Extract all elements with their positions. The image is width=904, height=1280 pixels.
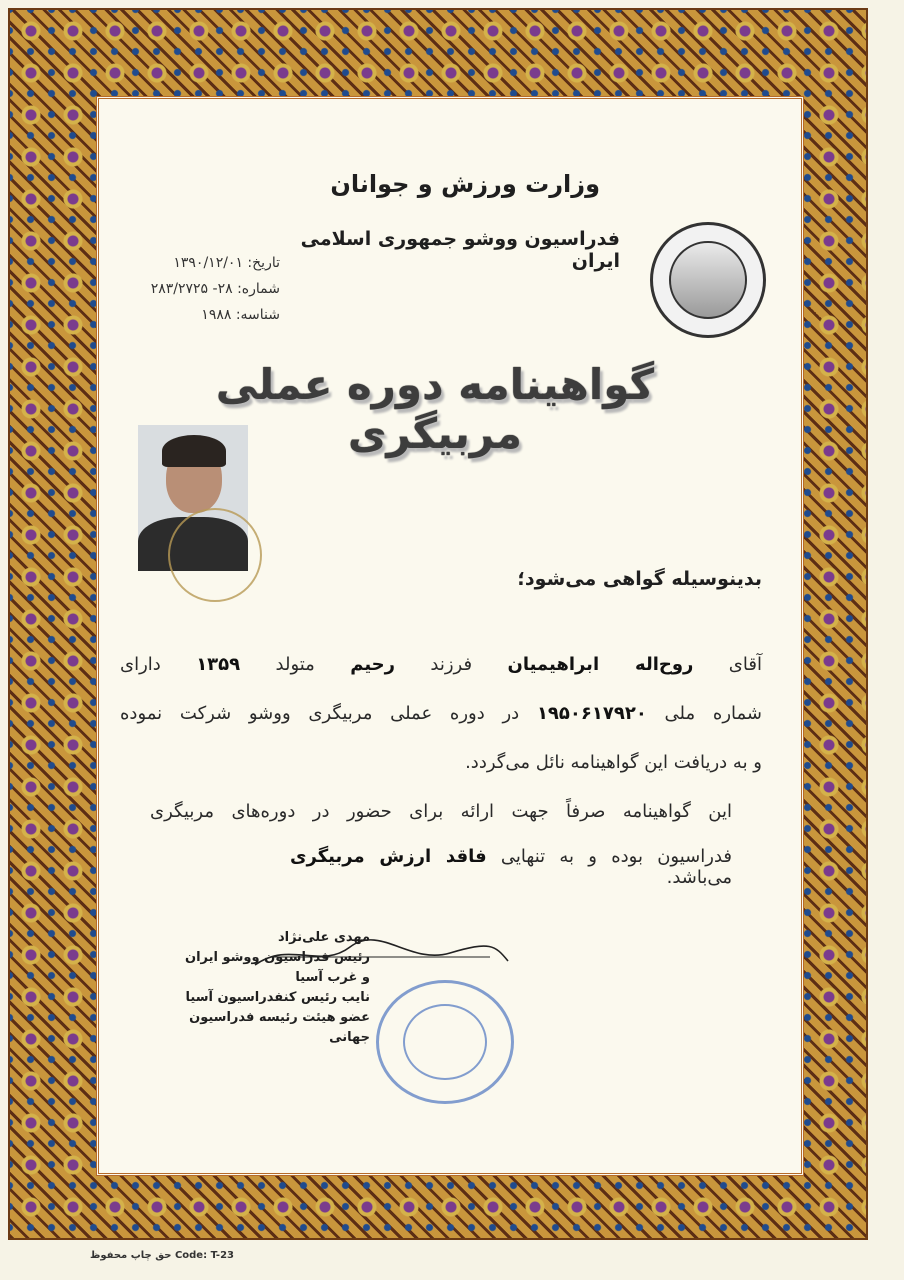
certification-intro: بدینوسیله گواهی می‌شود؛ <box>517 568 762 590</box>
text-born: متولد <box>275 654 315 675</box>
form-code <box>90 1250 250 1261</box>
federation-stamp-icon <box>376 980 514 1104</box>
holder-name: روح‌اله ابراهیمیان <box>507 654 694 675</box>
logo-emblem-icon <box>669 241 747 319</box>
body-line-3: و به دریافت این گواهینامه نائل می‌گردد. <box>465 752 762 773</box>
id-line: شناسه: ۱۹۸۸ <box>201 307 280 323</box>
text-son-of: فرزند <box>430 654 473 675</box>
text-mr: آقای <box>728 654 762 675</box>
handwritten-signature-icon <box>250 935 510 975</box>
text-no-coaching-value: فاقد ارزش مربیگری <box>290 846 487 867</box>
birth-year: ۱۳۵۹ <box>196 654 241 675</box>
signatory-role-1: رئیس فدراسیون ووشو ایران و غرب آسیا <box>185 950 370 985</box>
signatory-role-3: عضو هیئت رئیسه فدراسیون جهانی <box>189 1010 370 1045</box>
body-line-2 <box>120 703 762 724</box>
signatory-name: مهدی علی‌نژاد <box>277 930 370 945</box>
father-name: رحیم <box>350 654 396 675</box>
stamp-emblem-icon <box>403 1004 487 1080</box>
national-id-number: ۱۹۵۰۶۱۷۹۲۰ <box>536 703 647 724</box>
printer-mark-icon <box>760 1244 800 1264</box>
document-meta <box>120 250 280 328</box>
text-having: دارای <box>120 654 161 675</box>
date-line: تاریخ: ۱۳۹۰/۱۲/۰۱ <box>173 255 280 271</box>
text-course-participation: در دوره عملی مربیگری ووشو شرکت نموده <box>120 703 520 724</box>
photo-hair <box>162 435 226 467</box>
text-is: می‌باشد. <box>666 867 732 888</box>
code-label: Code: T-23 <box>174 1250 234 1261</box>
federation-heading: فدراسیون ووشو جمهوری اسلامی ایران <box>300 228 620 272</box>
photo-seal-icon <box>168 508 262 602</box>
body-line-5 <box>290 846 732 888</box>
copyright-note: حق چاپ محفوظ <box>90 1250 172 1261</box>
body-line-1 <box>120 654 762 675</box>
certificate-title: گواهینامه دوره عملی مربیگری <box>215 360 655 458</box>
text-national-id: شماره ملی <box>664 703 762 724</box>
text-federation-only: فدراسیون بوده و به تنهایی <box>500 846 732 867</box>
body-line-4: این گواهینامه صرفاً جهت ارائه برای حضور در دوره‌های مربیگری <box>150 801 732 822</box>
signatory-role-2: نایب رئیس کنفدراسیون آسیا <box>185 990 370 1005</box>
federation-logo <box>650 222 766 338</box>
ministry-heading: وزارت ورزش و جوانان <box>330 170 600 198</box>
number-line: شماره: ۲۸- ۲۸۳/۲۷۲۵ <box>150 281 280 297</box>
